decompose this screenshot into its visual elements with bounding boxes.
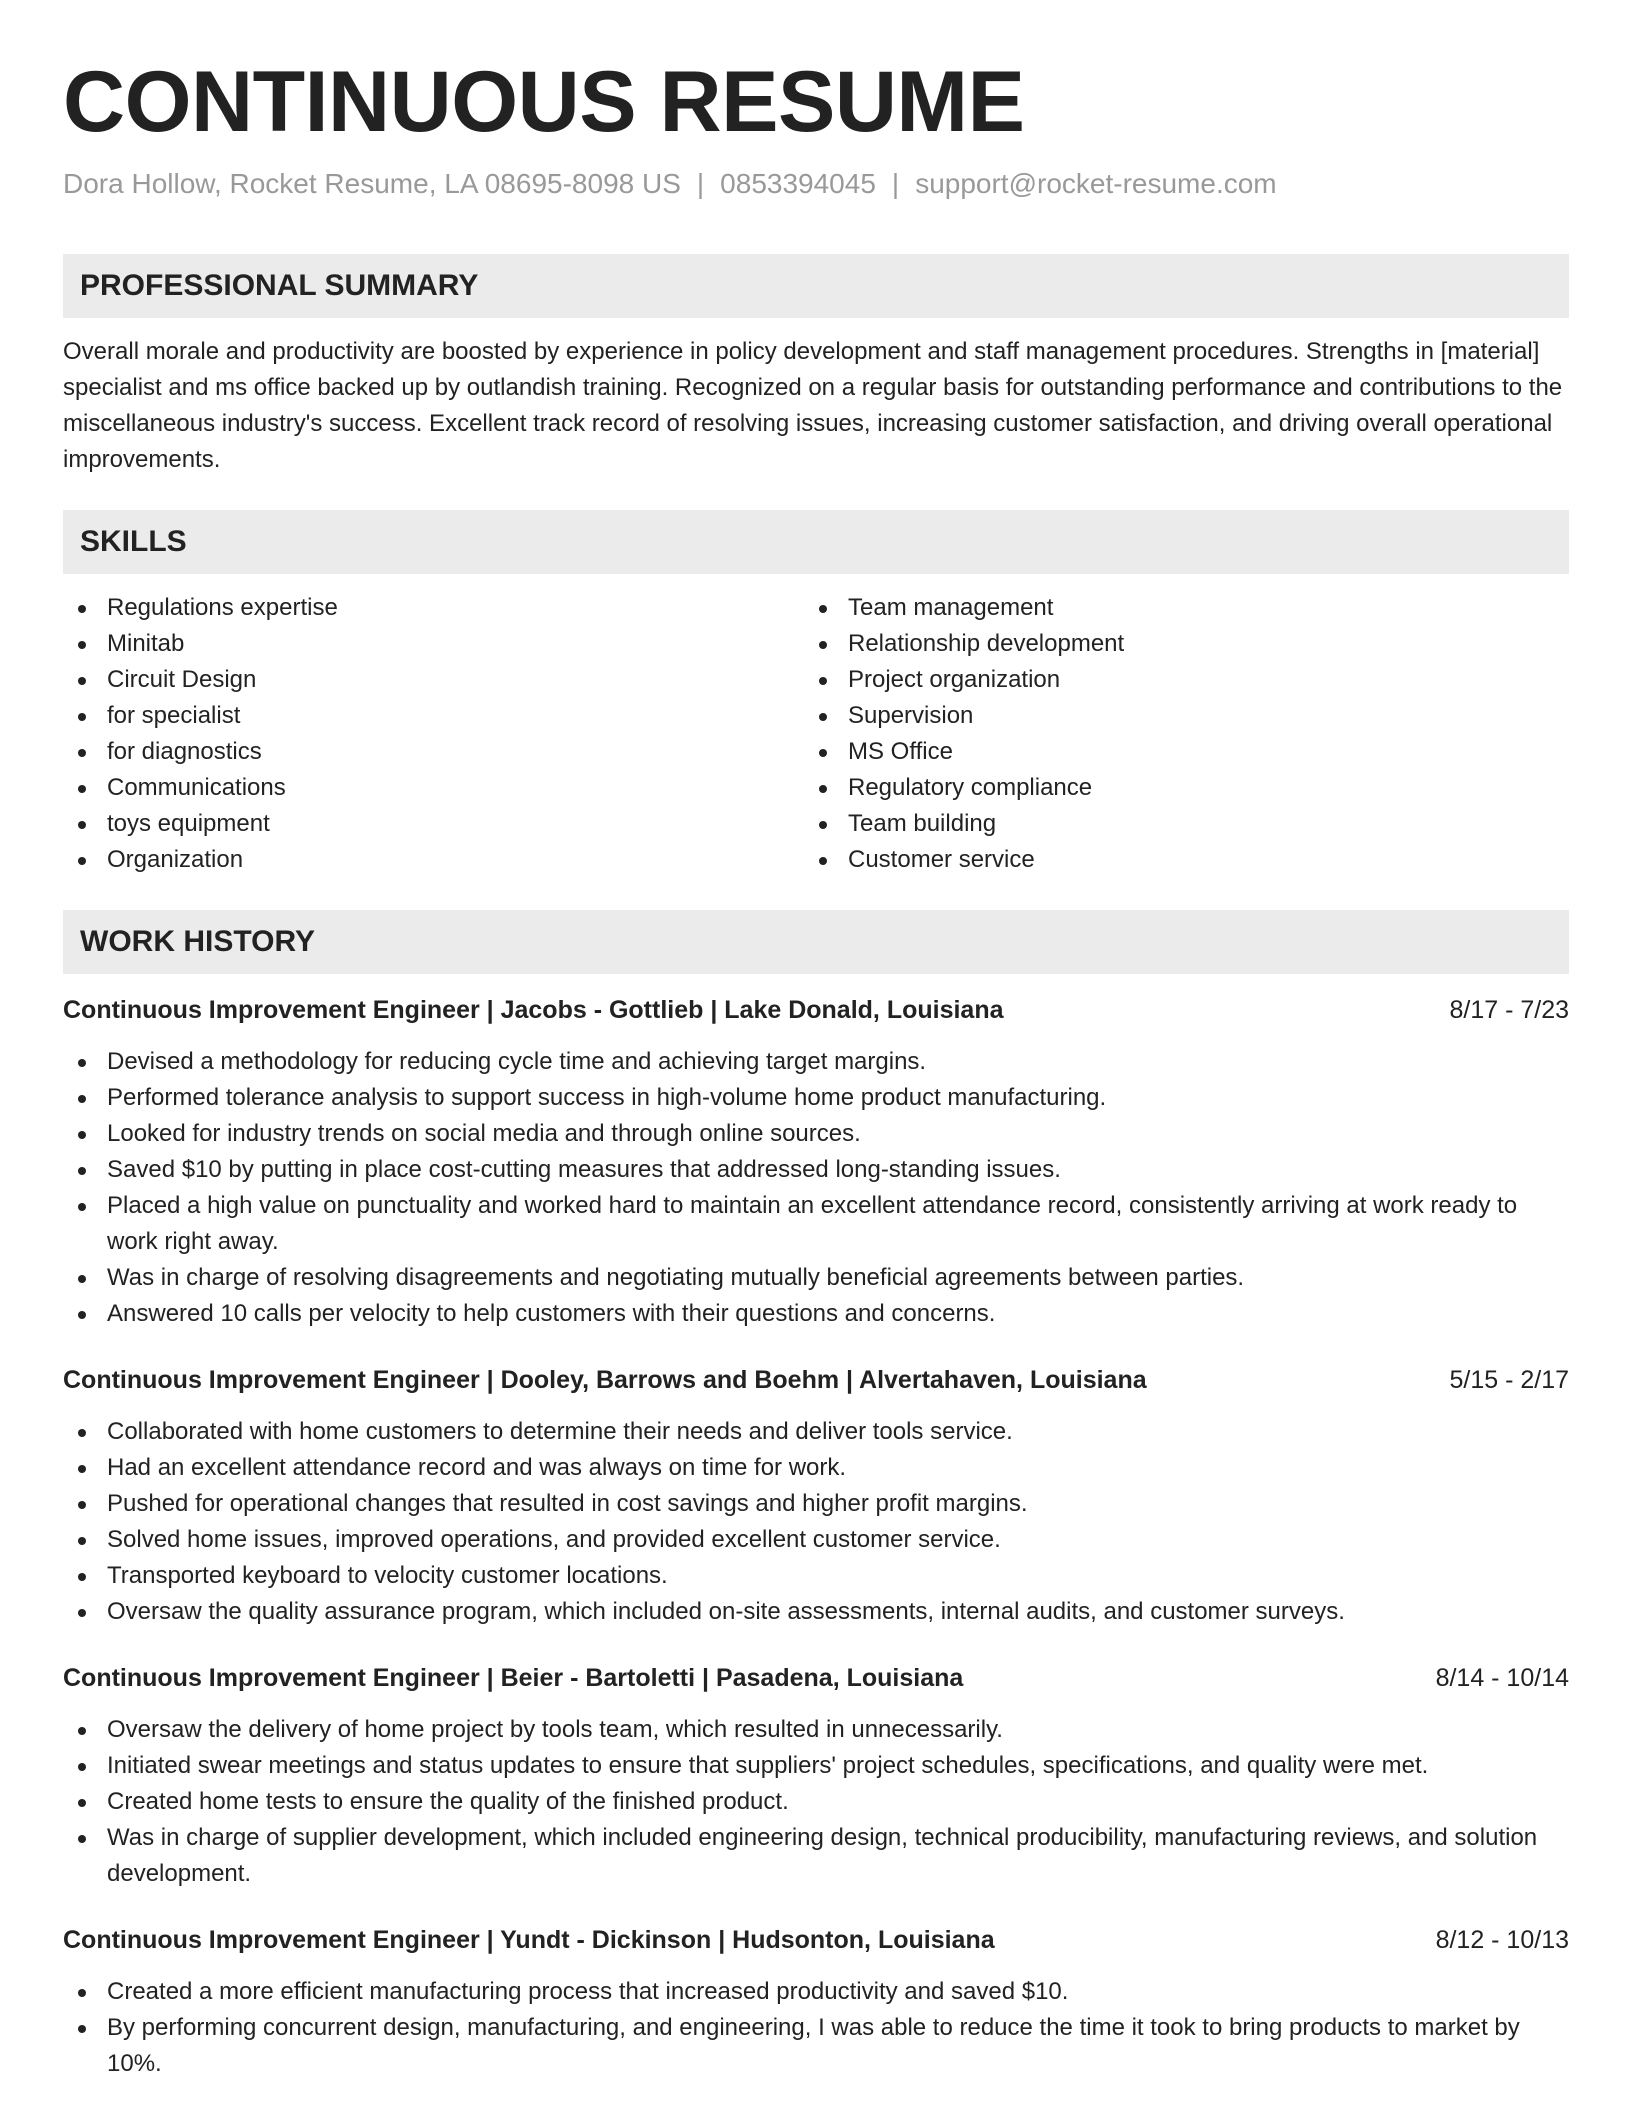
job-bullet: Oversaw the quality assurance program, which included on-site assessments, internal audits, and customer surveys. [63, 1594, 1569, 1630]
summary-heading: PROFESSIONAL SUMMARY [63, 254, 1569, 318]
job-bullet: By performing concurrent design, manufacturing, and engineering, I was able to reduce the time it took to bring products to market by 10%. [63, 2010, 1569, 2082]
job-bullet: Answered 10 calls per velocity to help customers with their questions and concerns. [63, 1296, 1569, 1332]
job-bullet: Initiated swear meetings and status updates to ensure that suppliers' project schedules, specifications, and quality were met. [63, 1748, 1569, 1784]
skill-item: toys equipment [63, 806, 804, 842]
job-bullet: Created a more efficient manufacturing process that increased productivity and saved $10. [63, 1974, 1569, 2010]
job-bullet-list [63, 1712, 1569, 1892]
skill-item: Minitab [63, 626, 804, 662]
job-bullet: Was in charge of resolving disagreements and negotiating mutually beneficial agreements between parties. [63, 1260, 1569, 1296]
job-bullet: Collaborated with home customers to determine their needs and deliver tools service. [63, 1414, 1569, 1450]
job-bullet: Devised a methodology for reducing cycle time and achieving target margins. [63, 1044, 1569, 1080]
job-bullet: Performed tolerance analysis to support success in high-volume home product manufacturing. [63, 1080, 1569, 1116]
job-dates: 8/14 - 10/14 [1435, 1664, 1569, 1692]
contact-email: support@rocket-resume.com [915, 168, 1277, 199]
job-dates: 8/12 - 10/13 [1435, 1926, 1569, 1954]
contact-address: Dora Hollow, Rocket Resume, LA 08695-8098 US [63, 168, 681, 199]
job-title: Continuous Improvement Engineer | Jacobs - Gottlieb | Lake Donald, Louisiana [63, 996, 1004, 1024]
contact-separator: | [891, 168, 900, 199]
skills-heading: SKILLS [63, 510, 1569, 574]
job-bullet-list [63, 1044, 1569, 1332]
skill-item: for diagnostics [63, 734, 804, 770]
skill-item: MS Office [804, 734, 1545, 770]
skill-item: Supervision [804, 698, 1545, 734]
job-bullet: Had an excellent attendance record and was always on time for work. [63, 1450, 1569, 1486]
contact-phone: 0853394045 [720, 168, 876, 199]
work-history-list [63, 992, 1569, 2082]
job-bullet: Pushed for operational changes that resulted in cost savings and higher profit margins. [63, 1486, 1569, 1522]
job-header [63, 1362, 1569, 1398]
job-title: Continuous Improvement Engineer | Yundt - Dickinson | Hudsonton, Louisiana [63, 1926, 995, 1954]
job-bullet-list [63, 1974, 1569, 2082]
skill-item: Circuit Design [63, 662, 804, 698]
skills-column-left [63, 590, 804, 878]
job-bullet: Oversaw the delivery of home project by tools team, which resulted in unnecessarily. [63, 1712, 1569, 1748]
job-title: Continuous Improvement Engineer | Beier - Bartoletti | Pasadena, Louisiana [63, 1664, 964, 1692]
skill-item: Regulations expertise [63, 590, 804, 626]
job-bullet: Was in charge of supplier development, which included engineering design, technical producibility, manufacturing reviews, and solution development. [63, 1820, 1569, 1892]
job-header [63, 1660, 1569, 1696]
skills-grid [63, 590, 1569, 878]
job-bullet: Saved $10 by putting in place cost-cutting measures that addressed long-standing issues. [63, 1152, 1569, 1188]
job-bullet: Looked for industry trends on social media and through online sources. [63, 1116, 1569, 1152]
skill-item: Customer service [804, 842, 1545, 878]
skills-column-right [804, 590, 1545, 878]
job-header [63, 1922, 1569, 1958]
job-bullet: Solved home issues, improved operations, and provided excellent customer service. [63, 1522, 1569, 1558]
job-bullet-list [63, 1414, 1569, 1630]
job-bullet: Transported keyboard to velocity customer locations. [63, 1558, 1569, 1594]
skill-item: Relationship development [804, 626, 1545, 662]
skill-item: Organization [63, 842, 804, 878]
job-entry [63, 1362, 1569, 1630]
skill-item: Team management [804, 590, 1545, 626]
contact-separator: | [696, 168, 705, 199]
skill-item: for specialist [63, 698, 804, 734]
job-dates: 8/17 - 7/23 [1449, 996, 1569, 1024]
job-dates: 5/15 - 2/17 [1449, 1366, 1569, 1394]
job-header [63, 992, 1569, 1028]
contact-line [63, 166, 1569, 202]
job-bullet: Placed a high value on punctuality and worked hard to maintain an excellent attendance record, consistently arriving at work ready to work right away. [63, 1188, 1569, 1260]
job-bullet: Created home tests to ensure the quality of the finished product. [63, 1784, 1569, 1820]
skill-item: Project organization [804, 662, 1545, 698]
skill-item: Team building [804, 806, 1545, 842]
job-entry [63, 992, 1569, 1332]
work-history-heading: WORK HISTORY [63, 910, 1569, 974]
skill-item: Communications [63, 770, 804, 806]
job-entry [63, 1922, 1569, 2082]
skill-item: Regulatory compliance [804, 770, 1545, 806]
job-title: Continuous Improvement Engineer | Dooley, Barrows and Boehm | Alvertahaven, Louisiana [63, 1366, 1147, 1394]
resume-name: CONTINUOUS RESUME [63, 54, 1025, 150]
summary-text: Overall morale and productivity are boosted by experience in policy development and staff management procedures. Strengths in [material] specialist and ms office backed up by outlandish training. Recognized on a regular basis for outstanding performance and contributions to the miscellaneous industry's success. Excellent track record of resolving issues, increasing customer satisfaction, and driving overall operational improvements. [63, 338, 1563, 473]
job-entry [63, 1660, 1569, 1892]
